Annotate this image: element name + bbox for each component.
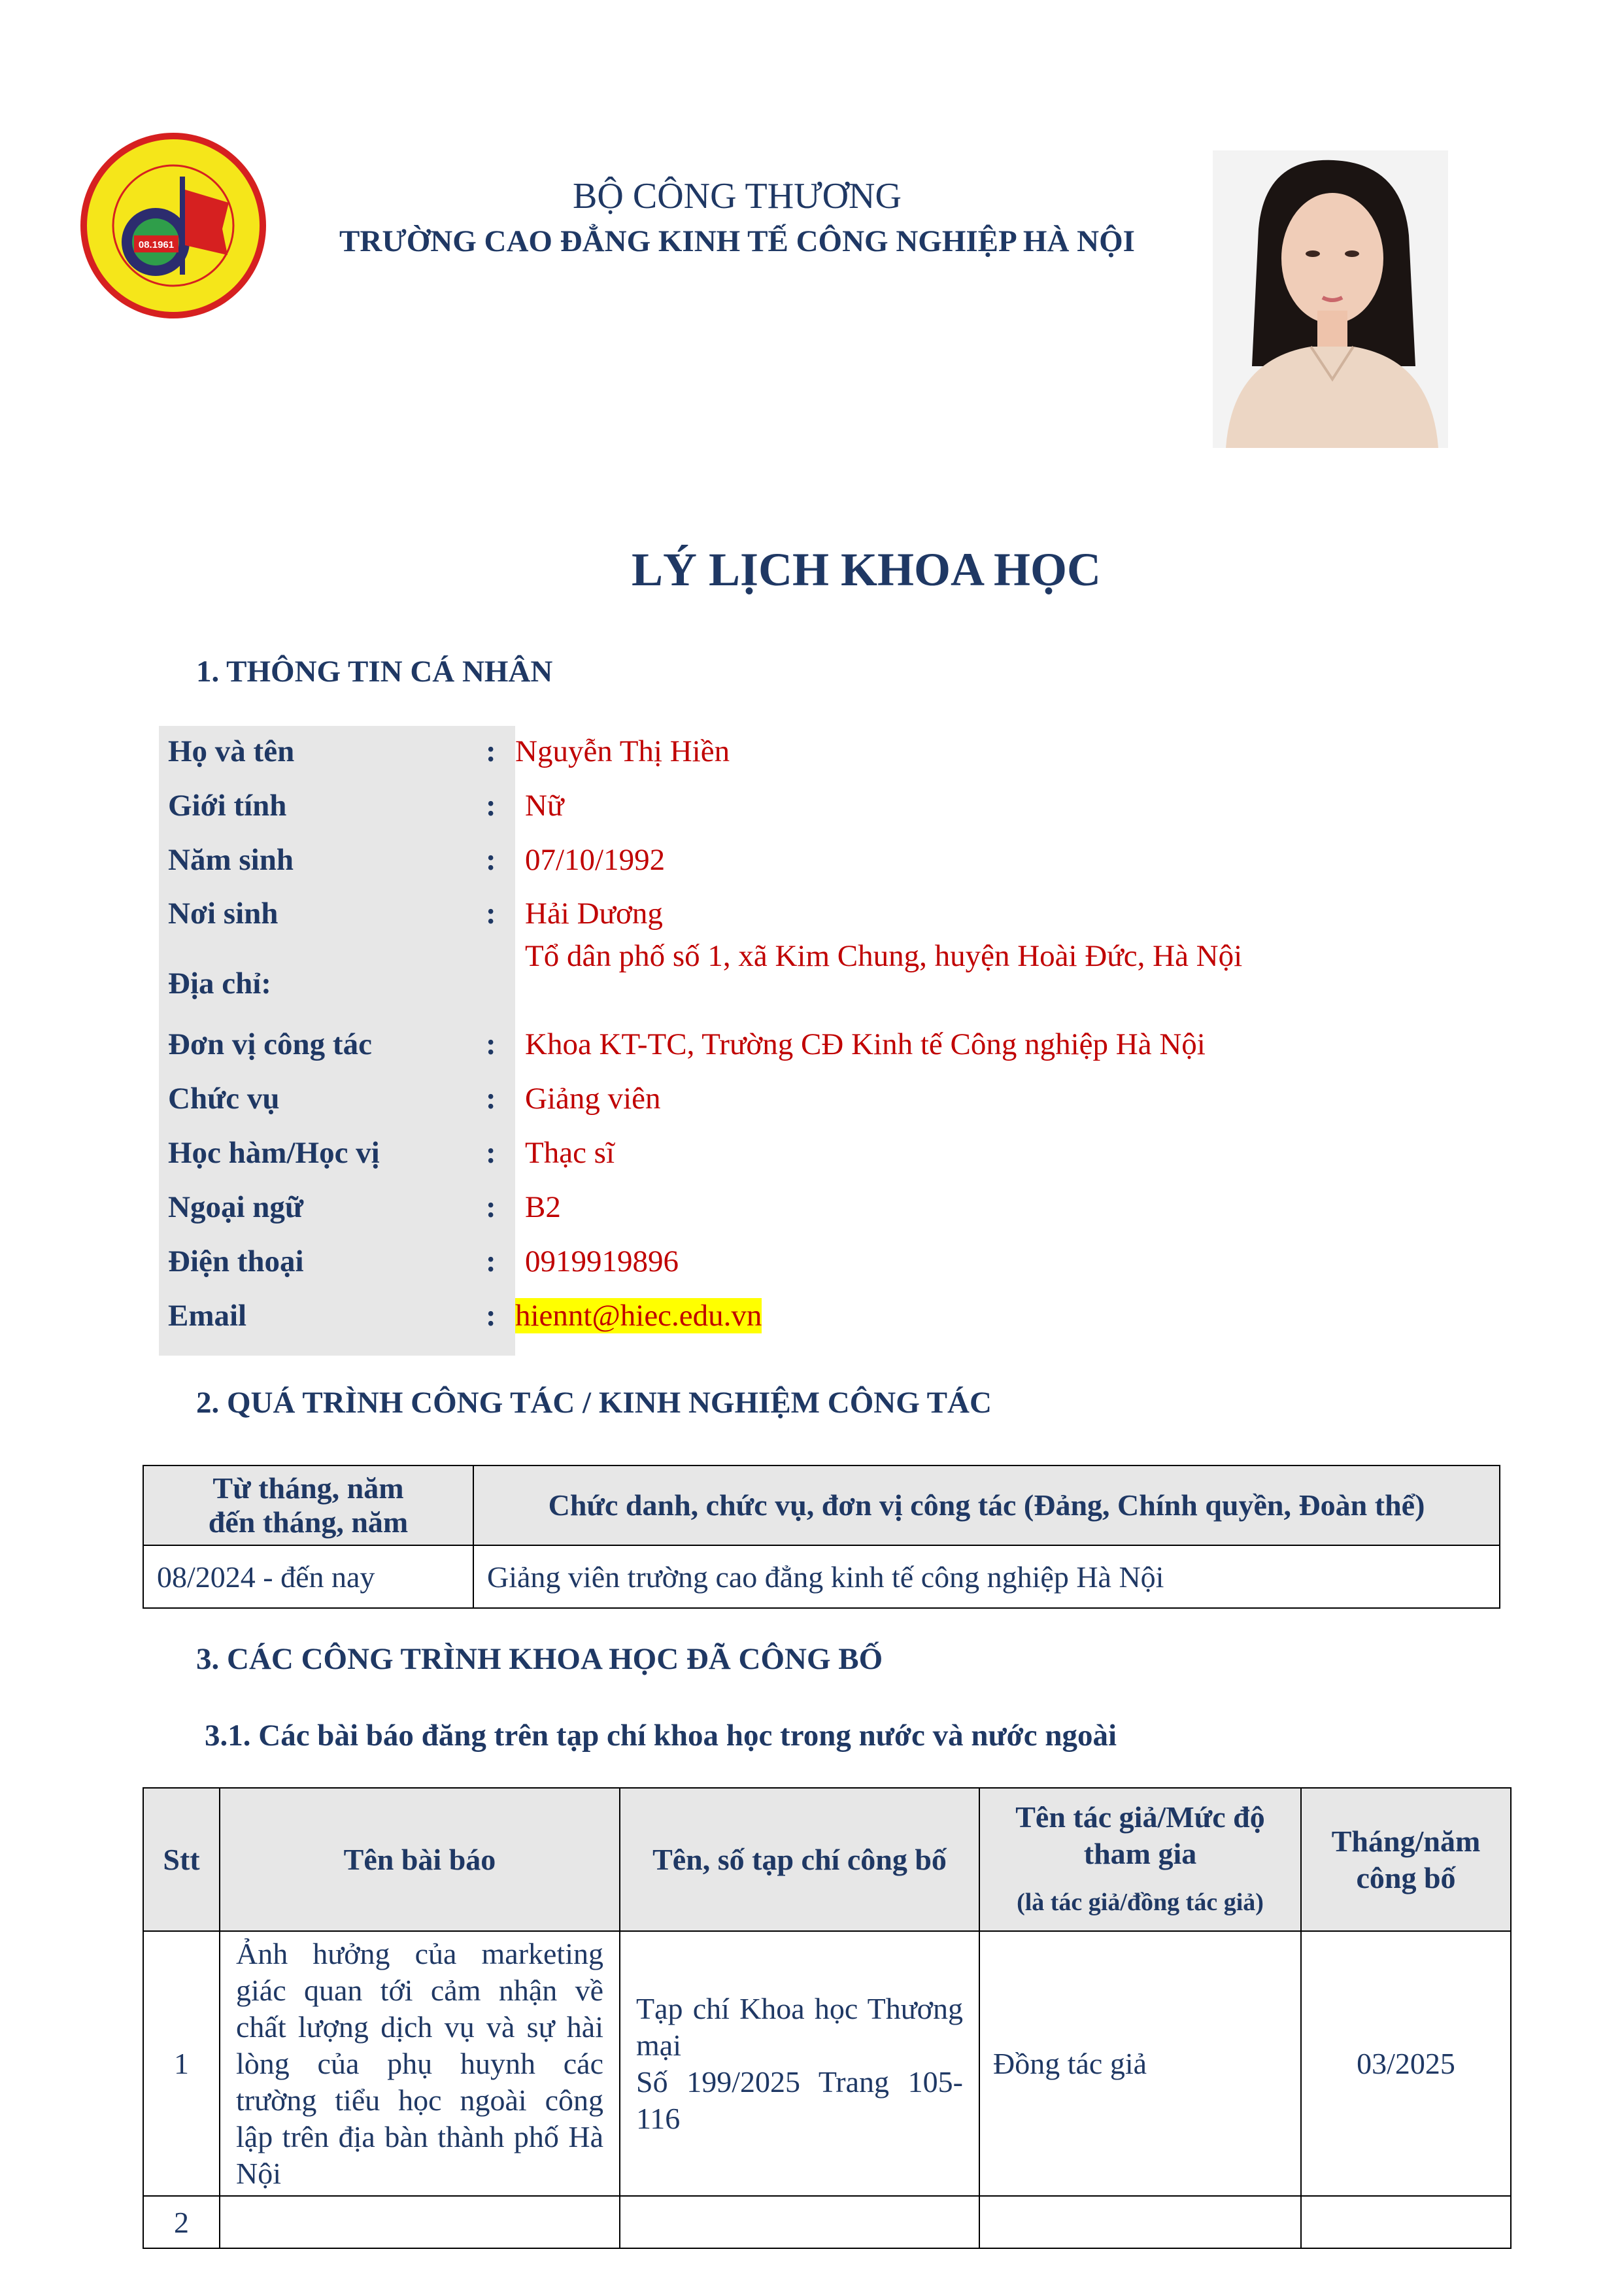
email-link[interactable]: hiennt@hiec.edu.vn xyxy=(515,1299,762,1333)
column-header-date xyxy=(1301,1788,1511,1931)
position-cell: Giảng viên trường cao đẳng kinh tế công nghiệp Hà Nội xyxy=(473,1545,1500,1608)
field-colon: : xyxy=(486,1299,496,1333)
table-header-row xyxy=(143,1788,1511,1931)
field-value: Nữ xyxy=(525,789,564,823)
field-colon: : xyxy=(486,1244,496,1278)
stt-cell: 1 xyxy=(143,1931,220,2196)
journal-name: Tạp chí Khoa học Thương mại xyxy=(636,1991,963,2062)
column-header-period xyxy=(143,1465,473,1545)
field-label: Họ và tên xyxy=(168,734,295,768)
header-line: Tên tác giả/Mức độ xyxy=(1015,1800,1265,1834)
column-header-title: Tên bài báo xyxy=(220,1788,620,1931)
field-label: Chức vụ xyxy=(168,1082,280,1116)
stt-cell: 2 xyxy=(143,2196,220,2248)
field-colon: : xyxy=(486,897,496,931)
section1-heading: 1. THÔNG TIN CÁ NHÂN xyxy=(196,655,553,689)
header-line: đến tháng, năm xyxy=(208,1505,409,1539)
field-value: Khoa KT-TC, Trường CĐ Kinh tế Công nghiệp Hà Nội xyxy=(525,1027,1206,1061)
publish-date-cell: 03/2025 xyxy=(1301,1931,1511,2196)
article-title-cell xyxy=(220,2196,620,2248)
field-colon: : xyxy=(486,734,496,768)
field-value: Nguyễn Thị Hiền xyxy=(515,734,730,768)
work-history-table xyxy=(143,1465,1500,1609)
publications-table xyxy=(143,1787,1512,2249)
column-header-position: Chức danh, chức vụ, đơn vị công tác (Đảng, Chính quyền, Đoàn thể) xyxy=(473,1465,1500,1545)
field-colon: : xyxy=(486,1027,496,1061)
svg-text:08.1961: 08.1961 xyxy=(138,239,175,250)
field-colon: : xyxy=(486,789,496,823)
field-value: Thạc sĩ xyxy=(525,1136,615,1170)
journal-issue: Số 199/2025 Trang 105-116 xyxy=(636,2065,963,2135)
field-value: Hải Dương xyxy=(525,897,663,931)
author-role-cell: Đồng tác giả xyxy=(979,1931,1301,2196)
portrait-photo xyxy=(1213,150,1448,448)
author-role-cell xyxy=(979,2196,1301,2248)
column-header-stt: Stt xyxy=(143,1788,220,1931)
field-label: Email xyxy=(168,1299,247,1333)
table-row xyxy=(143,1931,1511,2196)
field-label: Năm sinh xyxy=(168,843,294,877)
article-title-cell: Ảnh hưởng của marketing giác quan tới cảm nhận về chất lượng dịch vụ và sự hài lòng của phụ huynh các trường tiểu học ngoài công lập trên địa bàn thành phố Hà Nội xyxy=(220,1931,620,2196)
field-colon: : xyxy=(486,1190,496,1224)
field-label: Giới tính xyxy=(168,789,287,823)
field-colon: : xyxy=(486,1082,496,1116)
school-name: TRƯỜNG CAO ĐẲNG KINH TẾ CÔNG NGHIỆP HÀ NỘI xyxy=(339,224,1135,258)
field-colon: : xyxy=(486,1136,496,1170)
table-header-row xyxy=(143,1465,1500,1545)
field-value: Tổ dân phố số 1, xã Kim Chung, huyện Hoài Đức, Hà Nội xyxy=(525,939,1243,973)
column-header-author xyxy=(979,1788,1301,1931)
publish-date-cell xyxy=(1301,2196,1511,2248)
field-value: 07/10/1992 xyxy=(525,843,666,877)
field-label: Học hàm/Học vị xyxy=(168,1136,380,1170)
column-header-journal: Tên, số tạp chí công bố xyxy=(620,1788,979,1931)
school-logo xyxy=(78,131,268,320)
ministry-name: BỘ CÔNG THƯƠNG xyxy=(573,176,902,216)
field-value: Giảng viên xyxy=(525,1082,661,1116)
section3-1-heading: 3.1. Các bài báo đăng trên tạp chí khoa học trong nước và nước ngoài xyxy=(205,1719,1117,1753)
field-value: 0919919896 xyxy=(525,1244,679,1278)
field-label: Nơi sinh xyxy=(168,897,279,931)
header-line: công bố xyxy=(1356,1860,1456,1894)
journal-cell xyxy=(620,2196,979,2248)
header-line: Từ tháng, năm xyxy=(212,1471,404,1505)
header-line: Tháng/năm xyxy=(1331,1824,1481,1858)
section3-heading: 3. CÁC CÔNG TRÌNH KHOA HỌC ĐÃ CÔNG BỐ xyxy=(196,1642,883,1676)
section2-heading: 2. QUÁ TRÌNH CÔNG TÁC / KINH NGHIỆM CÔNG TÁC xyxy=(196,1386,992,1420)
table-row xyxy=(143,1545,1500,1608)
period-cell: 08/2024 - đến nay xyxy=(143,1545,473,1608)
field-label: Ngoại ngữ xyxy=(168,1190,304,1224)
field-label: Điện thoại xyxy=(168,1244,304,1278)
field-value: B2 xyxy=(525,1190,561,1224)
header-line: tham gia xyxy=(1083,1836,1197,1870)
table-row xyxy=(143,2196,1511,2248)
journal-cell xyxy=(620,1931,979,2196)
field-colon: : xyxy=(486,843,496,877)
document-title: LÝ LỊCH KHOA HỌC xyxy=(631,543,1102,596)
header-note: (là tác giả/đồng tác giả) xyxy=(1017,1888,1264,1916)
field-label: Đơn vị công tác xyxy=(168,1027,372,1061)
field-label: Địa chỉ: xyxy=(168,967,271,1001)
